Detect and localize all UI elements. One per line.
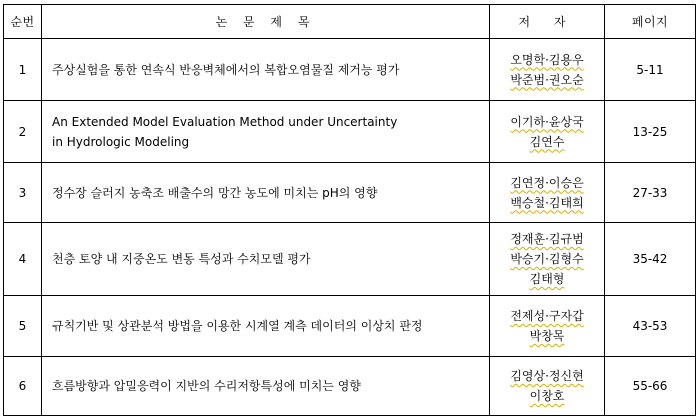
row-authors [490,39,605,101]
author-line: 박창목 [529,329,565,343]
header-title: 논 문 제 목 [42,5,490,39]
author-line: 김연수 [529,134,565,149]
title-line: 정수장 슬러지 농축조 배출수의 망간 농도에 미치는 pH의 영향 [52,185,378,200]
author-line: 박준범·권오순 [510,72,584,87]
row-authors [490,223,605,296]
title-line: 규칙기반 및 상관분석 방법을 이용한 시계열 계측 데이터의 이상치 판정 [52,319,423,333]
row-pages: 5-11 [605,39,696,101]
table-row [4,163,696,223]
paper-index-table [3,4,696,416]
row-authors [490,357,605,416]
row-num: 3 [4,163,42,223]
row-title [42,101,490,163]
row-pages: 27-33 [605,163,696,223]
header-num: 순번 [4,5,42,39]
table-row [4,357,696,416]
row-num: 5 [4,296,42,357]
row-num: 4 [4,223,42,296]
row-authors [490,296,605,357]
author-line: 백승철·김태희 [510,195,584,210]
author-line: 오명학·김용우 [510,52,584,67]
title-line: in Hydrologic Modeling [52,134,190,149]
row-num: 1 [4,39,42,101]
row-pages: 43-53 [605,296,696,357]
header-row [4,5,696,39]
title-line: An Extended Model Evaluation Method under Uncertainty [52,114,398,129]
title-line: 주상실험을 통한 연속식 반응벽체에서의 복합오염물질 제거능 평가 [52,62,400,77]
row-title [42,163,490,223]
row-title [42,296,490,357]
table-row [4,101,696,163]
row-authors [490,101,605,163]
row-pages: 35-42 [605,223,696,296]
title-line: 천층 토양 내 지중온도 변동 특성과 수치모델 평가 [52,252,311,266]
paper-index-table-wrapper [3,4,695,416]
author-line: 정재훈·김규범 [510,232,584,246]
row-pages: 13-25 [605,101,696,163]
row-pages: 55-66 [605,357,696,416]
table-row [4,296,696,357]
author-line: 김태형 [529,272,565,286]
header-pages: 페이지 [605,5,696,39]
table-row [4,39,696,101]
author-line: 이기하·윤상국 [510,114,584,129]
title-line: 흐름방향과 압밀응력이 지반의 수리저항특성에 미치는 영향 [52,379,361,393]
author-line: 이창호 [529,389,565,403]
row-title [42,223,490,296]
row-title [42,39,490,101]
author-line: 김연정·이승은 [510,175,584,190]
row-num: 6 [4,357,42,416]
author-line: 김영상·정신현 [510,369,584,383]
author-line: 전제성·구자갑 [510,309,584,323]
row-authors [490,163,605,223]
row-title [42,357,490,416]
header-authors: 저 자 [490,5,605,39]
row-num: 2 [4,101,42,163]
table-row [4,223,696,296]
author-line: 박승기·김형수 [510,252,584,266]
